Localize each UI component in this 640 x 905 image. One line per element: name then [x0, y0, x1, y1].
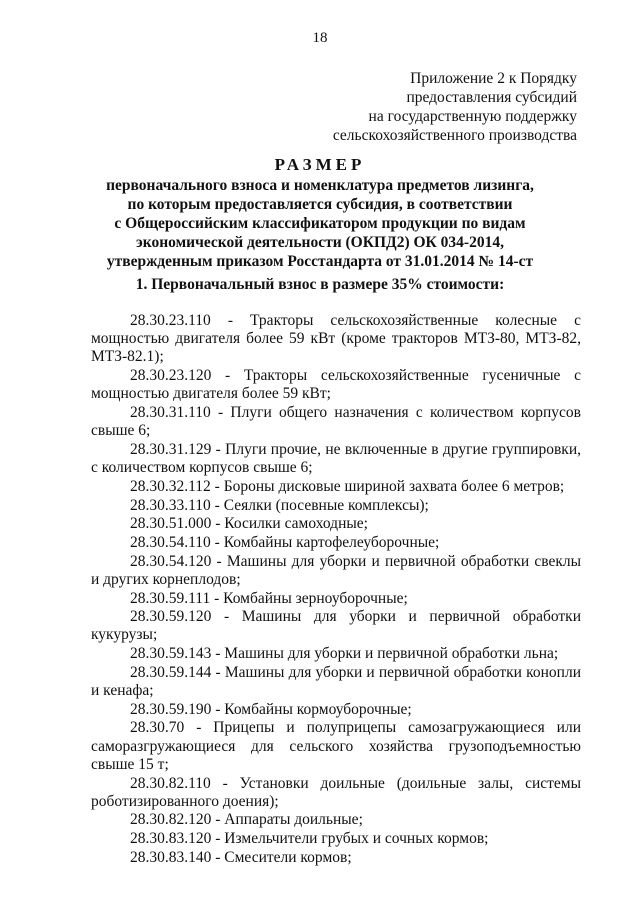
list-item: 28.30.31.110 - Плуги общего назначения с количеством корпусов свыше 6;: [91, 404, 581, 440]
list-item: 28.30.31.129 - Плуги прочие, не включенные в другие группировки, с количеством корпусов свыше 6;: [91, 440, 581, 477]
list-item: 28.30.59.144 - Машины для уборки и первичной обработки конопли и кенафа;: [91, 663, 581, 700]
list-item: 28.30.54.120 - Машины для уборки и первичной обработки свеклы и других корнеплодов;: [91, 552, 581, 588]
appendix-line: сельскохозяйственного производства: [332, 127, 577, 144]
list-item: 28.30.59.120 - Машины для уборки и первичной обработки кукурузы;: [91, 608, 581, 644]
list-item: 28.30.54.110 - Комбайны картофелеуборочные;: [130, 533, 440, 551]
title-line: с Общероссийским классификатором продукции по видам: [114, 215, 526, 232]
appendix-reference: [333, 69, 577, 145]
title-main: РАЗМЕР: [274, 155, 366, 174]
list-item: 28.30.70 - Прицепы и полуприцепы самозагружающиеся или саморазгружающиеся для сельского хозяйства грузоподъемностью свыше 15 т;: [91, 719, 581, 773]
title-line: утвержденным приказом Росстандарта от 31.01.2014 № 14-ст: [106, 253, 534, 270]
list-item: 28.30.59.111 - Комбайны зерноуборочные;: [130, 589, 408, 607]
title-subtitle: [0, 176, 640, 271]
list-item: 28.30.83.140 - Смесители кормов;: [130, 848, 352, 866]
appendix-line: предоставления субсидий: [406, 89, 577, 106]
list-item: 28.30.51.000 - Косилки самоходные;: [130, 515, 368, 533]
list-item: 28.30.82.110 - Установки доильные (доильные залы, системы роботизированного доения);: [91, 774, 581, 810]
title-line: по которым предоставляется субсидия, в соответствии: [127, 196, 513, 213]
list-item: 28.30.23.110 - Тракторы сельскохозяйственные колесные с мощностью двигателя более 59 кВт (кроме тракторов МТЗ-80, МТЗ-82, МТЗ-82.1);: [91, 312, 581, 366]
section-heading: 1. Первоначальный взнос в размере 35% стоимости:: [135, 276, 505, 293]
list-item: 28.30.83.120 - Измельчители грубых и сочных кормов;: [130, 830, 489, 848]
appendix-line: на государственную поддержку: [368, 108, 577, 125]
list-item: 28.30.82.120 - Аппараты доильные;: [130, 811, 363, 829]
page-number: 18: [312, 30, 328, 46]
document-title: [0, 154, 640, 271]
appendix-line: Приложение 2 к Порядку: [410, 70, 577, 87]
list-item: 28.30.59.143 - Машины для уборки и первичной обработки льна;: [130, 645, 559, 663]
list-item: 28.30.32.112 - Бороны дисковые шириной захвата более 6 метров;: [130, 477, 565, 495]
list-item: 28.30.23.120 - Тракторы сельскохозяйственные гусеничные с мощностью двигателя более 59 кВт;: [91, 367, 581, 403]
list-item: 28.30.33.110 - Сеялки (посевные комплексы);: [130, 496, 429, 514]
title-line: первоначального взноса и номенклатура предметов лизинга,: [106, 177, 534, 194]
leasing-items-list: [91, 312, 581, 868]
title-line: экономической деятельности (ОКПД2) ОК 034-2014,: [136, 234, 504, 251]
list-item: 28.30.59.190 - Комбайны кормоуборочные;: [130, 700, 412, 718]
